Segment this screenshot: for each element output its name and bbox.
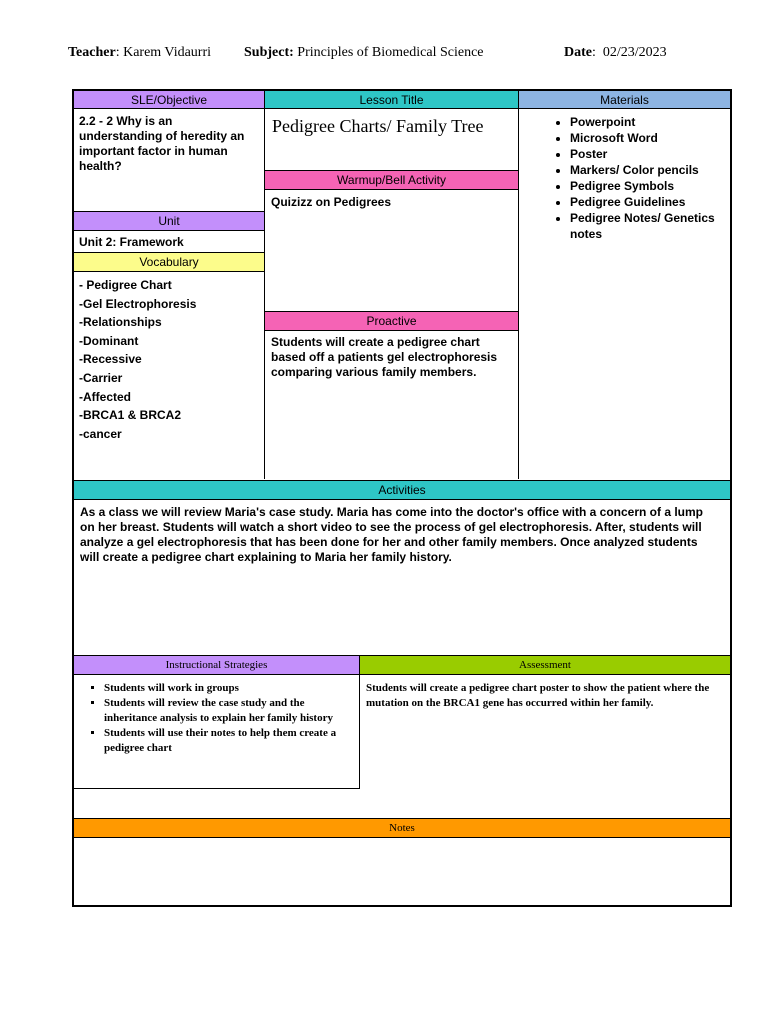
material-item: • Pedigree Notes/ Genetics notes [570, 210, 728, 242]
vocabulary-item: -Affected [79, 389, 132, 404]
teacher-value: Karem Vidaurri [123, 45, 212, 60]
material-item: • Pedigree Symbols [570, 178, 728, 194]
vocabulary-item: -Gel Electrophoresis [79, 296, 197, 311]
lesson-title-header: Lesson Title [265, 91, 518, 109]
activities-text: As a class we will review Maria's case study. Maria has come into the doctor's office with a concern of a lump on her breast. Students will watch a short video to see the process of gel electrophoresis. After, students will analyze a gel electrophoresis that has been done for her and other family members. Once analyzed students will create a pedigree chart explaining to Maria her family history. [80, 505, 704, 564]
material-item: • Powerpoint [570, 114, 728, 130]
notes-area [80, 844, 720, 900]
material-item: • Poster [570, 146, 728, 162]
unit-text: Unit 2: Framework [79, 235, 184, 249]
vocabulary-header: Vocabulary [74, 252, 264, 272]
strategy-item: ▪ Students will work in groups [104, 681, 354, 696]
instructional-strategies-header: Instructional Strategies [74, 655, 359, 675]
column-divider [359, 655, 360, 788]
lesson-title-text: Pedigree Charts/ Family Tree [272, 116, 484, 136]
sle-objective-header: SLE/Objective [74, 91, 264, 109]
vocabulary-item: -cancer [79, 426, 122, 441]
material-item: • Markers/ Color pencils [570, 162, 728, 178]
column-divider [518, 91, 519, 479]
teacher-label: Teacher [68, 45, 116, 60]
subject-field [244, 45, 484, 61]
unit-header: Unit [74, 211, 264, 231]
vocabulary-item: -Dominant [79, 333, 139, 348]
activities-header: Activities [74, 480, 730, 500]
materials-list [548, 114, 728, 242]
assessment-text: Students will create a pedigree chart poster to show the patient where the mutation on the BRCA1 gene has occurred within her family. [366, 682, 710, 709]
date-field: Date: 02/23/2023 [564, 45, 667, 60]
subject-value: Principles of Biomedical Science [297, 45, 484, 60]
warmup-text: Quizizz on Pedigrees [271, 195, 392, 209]
vocabulary-item: -Recessive [79, 352, 142, 367]
subject-label: Subject: [244, 45, 294, 60]
warmup-header: Warmup/Bell Activity [265, 170, 518, 190]
material-item: • Microsoft Word [570, 130, 728, 146]
strategies-list [76, 681, 354, 756]
date-value: 02/23/2023 [602, 45, 667, 60]
proactive-header: Proactive [265, 311, 518, 331]
vocabulary-item: -BRCA1 & BRCA2 [79, 408, 182, 423]
teacher-field: Teacher: Karem Vidaurri [68, 45, 212, 60]
vocabulary-list [79, 276, 259, 443]
strategy-item: ▪ Students will use their notes to help them create a pedigree chart [104, 726, 354, 756]
column-divider [264, 91, 265, 479]
notes-header: Notes [74, 818, 730, 838]
materials-header: Materials [519, 91, 730, 109]
strategies-bottom-rule [74, 788, 360, 789]
vocabulary-item: - Pedigree Chart [79, 278, 172, 292]
material-item: • Pedigree Guidelines [570, 194, 728, 210]
vocabulary-item: -Relationships [79, 315, 162, 330]
assessment-header: Assessment [360, 655, 730, 675]
objective-text: 2.2 - 2 Why is an understanding of heredity an important factor in human health? [79, 114, 245, 173]
date-label: Date [564, 45, 592, 60]
strategy-item: ▪ Students will review the case study and the inheritance analysis to explain her family history [104, 696, 354, 726]
proactive-text: Students will create a pedigree chart based off a patients gel electrophoresis comparing various family members. [271, 335, 498, 379]
vocabulary-item: -Carrier [79, 370, 123, 385]
